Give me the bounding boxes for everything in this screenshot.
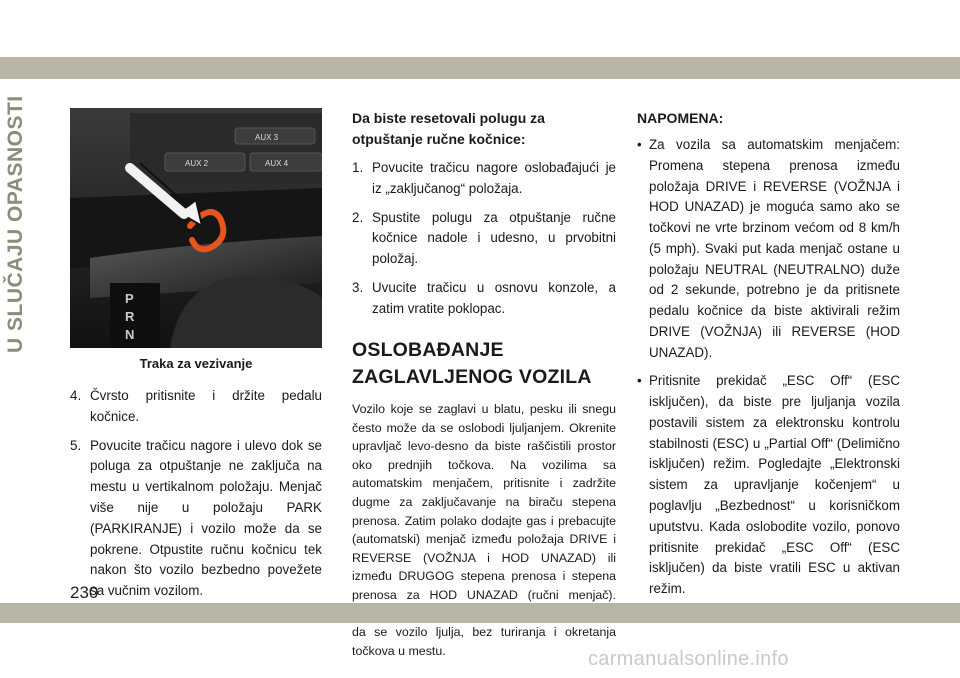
bullet-icon: •: [637, 373, 642, 389]
reset-subheading: Da biste resetovali polugu za otpuštanje ručne kočnice:: [352, 110, 545, 147]
step-number: 5.: [70, 437, 82, 453]
step-text: Čvrsto pritisnite i držite pedalu kočnice.: [90, 388, 322, 424]
step-text: Povucite tračicu nagore i ulevo dok se poluga za otpuštanje ne zaključa na mestu u vertikalnom položaju. Menjač više nije u položaju PARK (PARKIRANJE) i vozilo može da se pokrene. Otpustite ručnu kočnicu tek nakon što vozilo bezbedno povežete sa vučnim vozilom.: [90, 437, 322, 599]
step-item: [352, 208, 616, 270]
column-right: [637, 108, 900, 608]
note-item: [637, 371, 900, 599]
step-number: 4.: [70, 388, 82, 404]
column-middle: [352, 108, 616, 661]
step-number: 2.: [352, 209, 364, 225]
steps-list-left: [70, 386, 322, 602]
gear-r: R: [125, 309, 135, 324]
bullet-icon: •: [637, 137, 642, 152]
step-item: [352, 158, 616, 200]
aux4-label: AUX 4: [265, 159, 289, 168]
gear-n: N: [125, 327, 135, 342]
note-list: [637, 135, 900, 600]
page-number: 230: [70, 583, 99, 602]
console-photo: [70, 108, 322, 348]
step-text: Uvucite tračicu u osnovu konzole, a zatim vratite poklopac.: [372, 279, 616, 316]
section-heading-line1: OSLOBAĐANJE: [352, 339, 504, 362]
step-item: [70, 436, 322, 602]
step-text: Spustite polugu za otpuštanje ručne kočnice nadole i udesno, u prvobitni položaj.: [372, 209, 616, 267]
photo-caption: Traka za vezivanje: [139, 356, 253, 371]
gear-p: P: [125, 291, 134, 306]
step-item: [70, 386, 322, 428]
note-item: [637, 135, 900, 363]
section-heading: [352, 337, 616, 390]
section-body: Vozilo koje se zaglavi u blatu, pesku ili snegu često može da se oslobodi ljuljanjem. Okrenite upravljač levo-desno da biste raščistili prostor oko prednjih točkova. Na vozilima sa automatskim menjačem, pritisnite i zadržite dugme za zaključavanje na biraču stepena prenosa. Zatim polako dodajte gas i prebacujte (automatski) menjač između položaja DRIVE i REVERSE (VOŽNJA i HOD UNAZAD) ili između DRUGOG stepena prenosa i stepena prenosa za HOD UNAZAD (ručni menjač). da se vozilo ljulja, bez turiranja i okretanja točkova u mestu.: [352, 401, 616, 658]
step-item: [352, 278, 616, 320]
column-left: [70, 108, 322, 610]
steps-list-middle: [352, 158, 616, 319]
step-text: Povucite tračicu nagore oslobađajući je iz „zaključanog“ položaja.: [372, 160, 616, 196]
note-text: Za vozila sa automatskim menjačem: Promena stepena prenosa između položaja DRIVE i REVERSE (VOŽNJA i HOD UNAZAD) je moguća samo ako se točkovi ne vrte brzinom većom od 8 km/h (5 mph). Svaki put kada menjač ostane u položaju NEUTRAL (NEUTRALNO) duže od 2 sekunde, potrebno je da pritisnete pedalu kočnice da biste aktivirali režim DRIVE (VOŽNJA) ili REVERSE (HOD UNAZAD).: [649, 137, 900, 360]
watermark-text: carmanualsonline.info: [588, 648, 789, 670]
console-photo-drawing: [70, 108, 322, 348]
section-heading-line2: ZAGLAVLJENOG VOZILA: [352, 365, 592, 388]
note-heading: NAPOMENA:: [637, 110, 724, 126]
aux3-label: AUX 3: [255, 133, 279, 142]
footer-band: [0, 603, 960, 623]
header-band: [0, 57, 960, 79]
aux2-label: AUX 2: [185, 159, 209, 168]
note-text: Pritisnite prekidač „ESC Off“ (ESC isključen), da biste pre ljuljanja vozila postavili sistem za elektronsku kontrolu stabilnosti (ESC) u „Partial Off“ (Delimično isključen) režim. Pogledajte „Elektronski sistem za upravljanje kočenjem“ u poglavlju „Bezbednost“ u korisničkom uputstvu. Kada oslobodite vozilo, ponovo pritisnite prekidač „ESC Off“ (ESC isključen) da biste vratili ESC u aktivan režim.: [649, 373, 900, 597]
side-chapter-title: U SLUČAJU OPASNOSTI: [4, 95, 27, 353]
step-number: 1.: [352, 160, 364, 175]
step-number: 3.: [352, 279, 364, 295]
